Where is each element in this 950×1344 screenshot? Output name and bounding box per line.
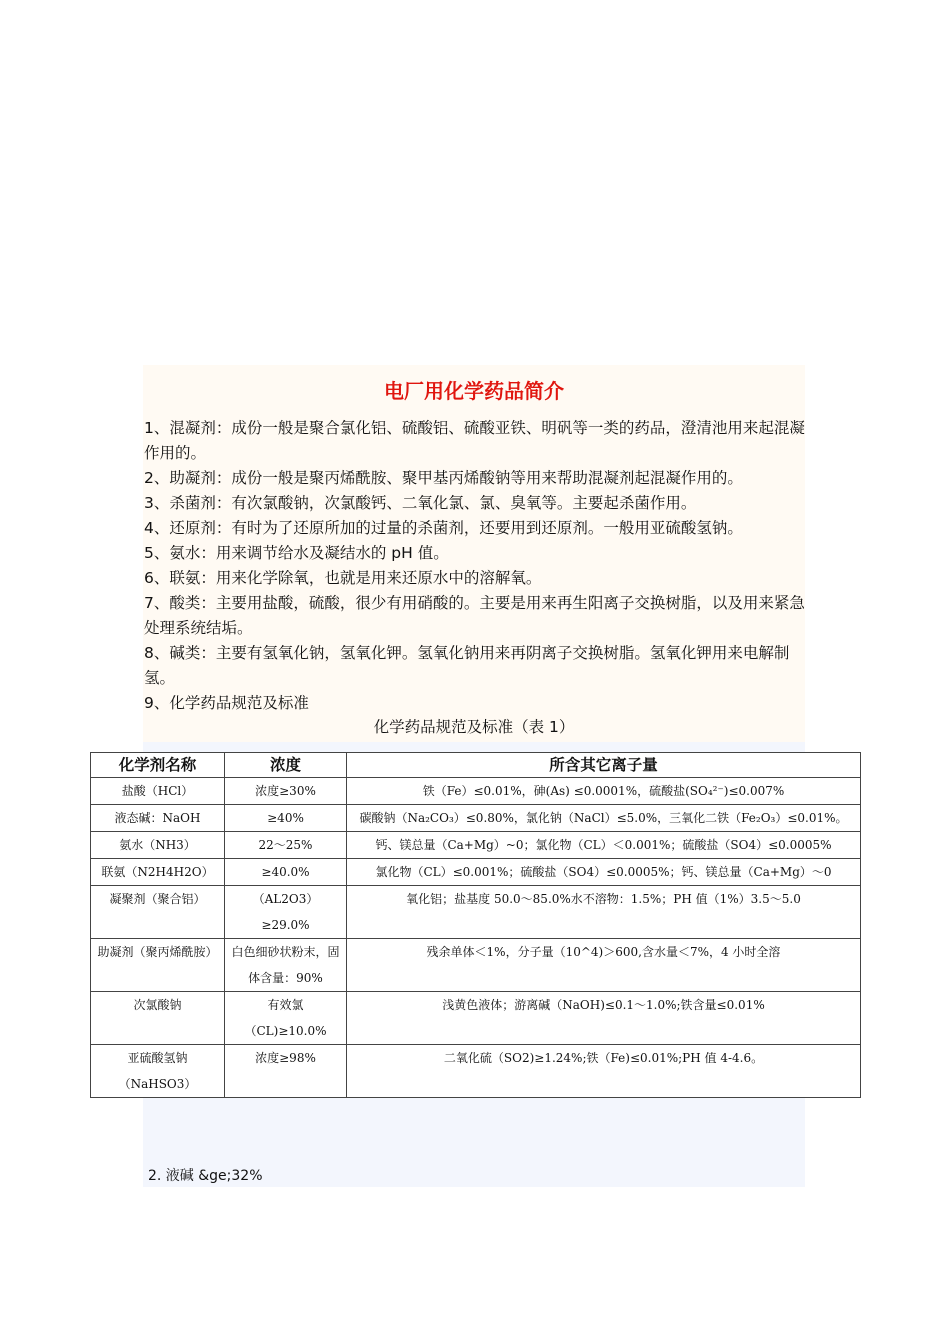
other-ions-cell: 钙、镁总量（Ca+Mg）~0；氯化物（CL）＜0.001%；硫酸盐（SO4）≤0.0005% xyxy=(347,832,861,859)
list-item: 1、混凝剂：成份一般是聚合氯化铝、硫酸铝、硫酸亚铁、明矾等一类的药品，澄清池用来起混凝作用的。 xyxy=(144,419,805,462)
chemical-name-cell: 凝聚剂（聚合铝） xyxy=(91,886,225,939)
list-item: 3、杀菌剂：有次氯酸钠，次氯酸钙、二氧化氯、氯、臭氧等。主要起杀菌作用。 xyxy=(144,494,697,512)
document-title: 电厂用化学药品简介 xyxy=(384,379,564,403)
other-ions-cell: 二氧化硫（SO2)≥1.24%;铁（Fe)≤0.01%;PH 值 4-4.6。 xyxy=(347,1045,861,1098)
concentration-cell: 22～25% xyxy=(225,832,347,859)
chemical-name-cell: 液态碱：NaOH xyxy=(91,805,225,832)
list-item: 6、联氨：用来化学除氧，也就是用来还原水中的溶解氧。 xyxy=(144,569,542,587)
chemical-name-cell: 助凝剂（聚丙烯酰胺） xyxy=(91,939,225,992)
table-row xyxy=(91,805,861,832)
chemical-name-cell: 联氨（N2H4H2O） xyxy=(91,859,225,886)
chemical-spec-table xyxy=(90,752,861,1098)
chemical-list xyxy=(144,416,808,716)
table-row xyxy=(91,832,861,859)
other-ions-cell: 氯化物（CL）≤0.001%；硫酸盐（SO4）≤0.0005%；钙、镁总量（Ca+Mg）～0 xyxy=(347,859,861,886)
header-chemical-name: 化学剂名称 xyxy=(91,753,225,778)
header-concentration: 浓度 xyxy=(225,753,347,778)
concentration-cell: ≥40% xyxy=(225,805,347,832)
concentration-cell: 浓度≥98% xyxy=(225,1045,347,1098)
table-header-row xyxy=(91,753,861,778)
other-ions-cell: 浅黄色液体；游离碱（NaOH)≤0.1～1.0%;铁含量≤0.01% xyxy=(347,992,861,1045)
list-item: 9、化学药品规范及标准 xyxy=(144,694,309,712)
concentration-cell: ≥40.0% xyxy=(225,859,347,886)
list-item: 7、酸类：主要用盐酸，硫酸，很少有用硝酸的。主要是用来再生阳离子交换树脂，以及用来紧急处理系统结垢。 xyxy=(144,594,805,637)
table-row xyxy=(91,859,861,886)
table-caption: 化学药品规范及标准（表 1） xyxy=(373,718,575,736)
other-ions-cell: 氧化铝；盐基度 50.0～85.0%水不溶物：1.5%；PH 值（1%）3.5～5.0 xyxy=(347,886,861,939)
other-ions-cell: 铁（Fe）≤0.01%，砷(As) ≤0.0001%，硫酸盐(SO₄²⁻)≤0.007% xyxy=(347,778,861,805)
list-item: 5、氨水：用来调节给水及凝结水的 pH 值。 xyxy=(144,544,449,562)
list-item: 2、助凝剂：成份一般是聚丙烯酰胺、聚甲基丙烯酸钠等用来帮助混凝剂起混凝作用的。 xyxy=(144,469,743,487)
concentration-cell: 有效氯（CL)≥10.0% xyxy=(225,992,347,1045)
table-row xyxy=(91,1045,861,1098)
table-row xyxy=(91,778,861,805)
chemical-name-cell: 氨水（NH3） xyxy=(91,832,225,859)
chemical-name-cell: 亚硫酸氢钠（NaHSO3） xyxy=(91,1045,225,1098)
other-ions-cell: 残余单体＜1%，分子量（10^4)＞600,含水量＜7%，4 小时全溶 xyxy=(347,939,861,992)
chemical-name-cell: 盐酸（HCl） xyxy=(91,778,225,805)
chemical-name-cell: 次氯酸钠 xyxy=(91,992,225,1045)
table-row xyxy=(91,939,861,992)
footer-note: 2. 液碱 &ge;32% xyxy=(148,1168,263,1184)
table-row xyxy=(91,992,861,1045)
other-ions-cell: 碳酸钠（Na₂CO₃）≤0.80%，氯化钠（NaCl）≤5.0%，三氧化二铁（Fe₂O₃）≤0.01%。 xyxy=(347,805,861,832)
table-row xyxy=(91,886,861,939)
concentration-cell: 白色细砂状粉末，固体含量：90% xyxy=(225,939,347,992)
list-item: 8、碱类：主要有氢氧化钠，氢氧化钾。氢氧化钠用来再阴离子交换树脂。氢氧化钾用来电解制氢。 xyxy=(144,644,790,687)
list-item: 4、还原剂：有时为了还原所加的过量的杀菌剂，还要用到还原剂。一般用亚硫酸氢钠。 xyxy=(144,519,743,537)
header-other-ions: 所含其它离子量 xyxy=(347,753,861,778)
concentration-cell: （AL2O3）≥29.0% xyxy=(225,886,347,939)
concentration-cell: 浓度≥30% xyxy=(225,778,347,805)
